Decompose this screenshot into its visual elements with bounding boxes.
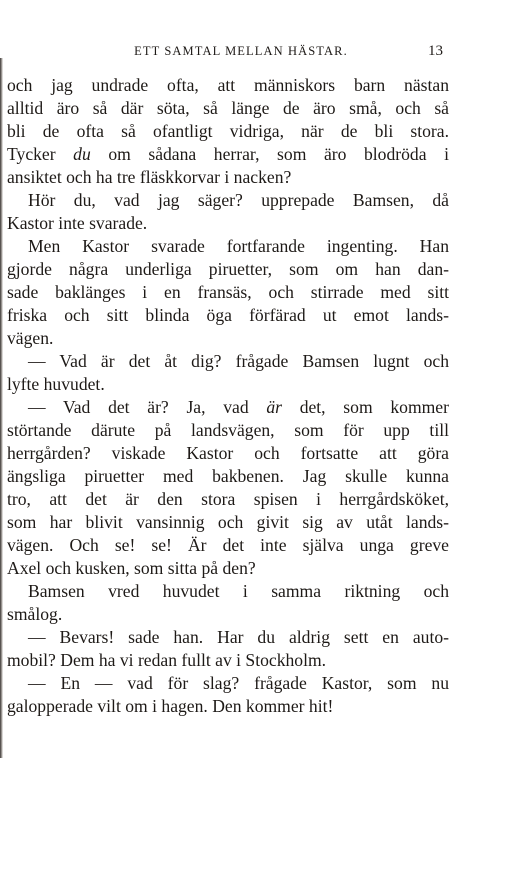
paragraph — [7, 350, 449, 396]
text-line: herrgården? viskade Kastor och fortsatte att göra — [7, 443, 449, 463]
body-text — [7, 74, 449, 718]
text-line: som har blivit vansinnig och givit sig av utåt lands- — [7, 512, 449, 532]
paragraph — [7, 189, 449, 235]
paragraph — [7, 74, 449, 189]
text-line: sade baklänges i en fransäs, och stirrade med sitt — [7, 282, 449, 302]
text-line: och jag undrade ofta, att människors barn nästan — [7, 75, 449, 95]
text-line: Tycker du om sådana herrar, som äro blodröda i — [7, 144, 449, 164]
page-header — [0, 44, 524, 66]
text-line: galopperade vilt om i hagen. Den kommer hit! — [7, 696, 334, 716]
text-line: mobil? Dem ha vi redan fullt av i Stockholm. — [7, 650, 327, 670]
text-line: alltid äro så där söta, så länge de äro små, och så — [7, 98, 449, 118]
paragraph — [7, 396, 449, 580]
text-line: — Vad det är? Ja, vad är det, som kommer — [28, 397, 449, 417]
text-line: Bamsen vred huvudet i samma riktning och — [28, 581, 449, 601]
paragraph — [7, 235, 449, 350]
text-line: störtande därute på landsvägen, som för upp till — [7, 420, 449, 440]
text-line: — Bevars! sade han. Har du aldrig sett en auto- — [28, 627, 449, 647]
text-line: Men Kastor svarade fortfarande ingenting. Han — [28, 236, 449, 256]
paragraph — [7, 580, 449, 626]
text-line: vägen. — [7, 328, 54, 348]
paragraph — [7, 672, 449, 718]
text-line: gjorde några underliga piruetter, som om han dan- — [7, 259, 449, 279]
text-line: lyfte huvudet. — [7, 374, 105, 394]
text-line: Kastor inte svarade. — [7, 213, 148, 233]
text-line: vägen. Och se! se! Är det inte själva unga greve — [7, 535, 449, 555]
text-line: bli de ofta så ofantligt vidriga, när de bli stora. — [7, 121, 449, 141]
text-line: ansiktet och ha tre fläskkorvar i nacken? — [7, 167, 292, 187]
text-line: Hör du, vad jag säger? upprepade Bamsen, då — [28, 190, 449, 210]
text-line: friska och sitt blinda öga förfärad ut emot lands- — [7, 305, 449, 325]
paragraph — [7, 626, 449, 672]
text-line: tro, att det är den stora spisen i herrgårdsköket, — [7, 489, 449, 509]
text-line: ängsliga piruetter med bakbenen. Jag skulle kunna — [7, 466, 449, 486]
text-line: Axel och kusken, som sitta på den? — [7, 558, 256, 578]
text-line: — Vad är det åt dig? frågade Bamsen lugnt och — [28, 351, 449, 371]
text-line: smålog. — [7, 604, 63, 624]
page-edge-shadow — [0, 58, 3, 758]
page-number: 13 — [428, 43, 443, 59]
text-line: — En — vad för slag? frågade Kastor, som nu — [28, 673, 449, 693]
running-title: ETT SAMTAL MELLAN HÄSTAR. — [134, 44, 348, 58]
